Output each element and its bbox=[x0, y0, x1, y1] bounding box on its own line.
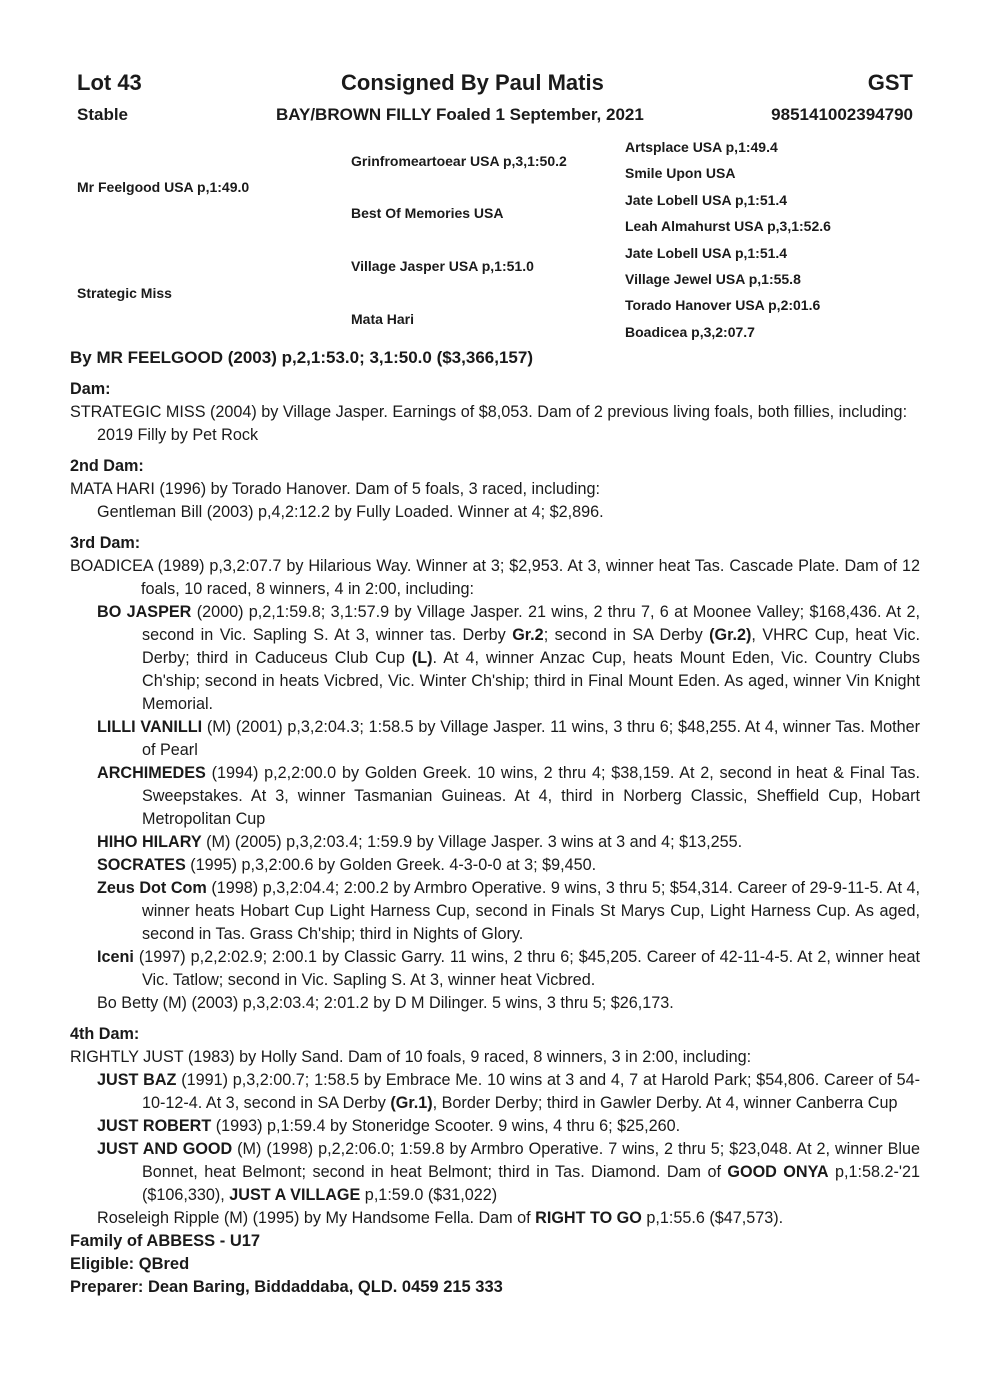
progeny-entry: JUST BAZ (1991) p,3,2:00.7; 1:58.5 by Embrace Me. 10 wins at 3 and 4, 7 at Harold Park; $54,806. Career of 54-10-12-4. At 3, second in SA Derby (Gr.1), Border Derby; third in Gawler Derby. At 4, winner Canberra Cup bbox=[97, 1071, 920, 1112]
pedigree-gen3-1: Artsplace USA p,1:49.4 bbox=[625, 139, 778, 155]
pedigree-gen3-4: Leah Almahurst USA p,3,1:52.6 bbox=[625, 218, 831, 234]
third-dam-heading: 3rd Dam: bbox=[70, 534, 141, 552]
progeny-entry: JUST ROBERT (1993) p,1:59.4 by Stoneridge Scooter. 9 wins, 4 thru 6; $25,260. bbox=[97, 1117, 681, 1135]
progeny-entry: JUST AND GOOD (M) (1998) p,2,2:06.0; 1:59.8 by Armbro Operative. 7 wins, 2 thru 5; $23,048. At 2, winner Blue Bonnet, heat Belmont; second in heat Belmont; third in Tas. Diamond. Dam of GOOD ONYA p,1:58.2-'21 ($106,330), JUST A VILLAGE p,1:59.0 ($31,022) bbox=[97, 1140, 920, 1204]
pedigree-gen3-3: Jate Lobell USA p,1:51.4 bbox=[625, 192, 788, 208]
pedigree-gen3-7: Torado Hanover USA p,2:01.6 bbox=[625, 297, 821, 313]
progeny-entry: SOCRATES (1995) p,3,2:00.6 by Golden Greek. 4-3-0-0 at 3; $9,450. bbox=[97, 856, 597, 874]
catalogue-body bbox=[70, 378, 920, 1299]
dam-paragraph: STRATEGIC MISS (2004) by Village Jasper. Earnings of $8,053. Dam of 2 previous living foals, both fillies, including: bbox=[70, 403, 908, 421]
progeny-name: BO JASPER bbox=[97, 603, 192, 621]
pedigree-sire-sire: Grinfromeartoear USA p,3,1:50.2 bbox=[351, 153, 567, 169]
progeny-entry: Zeus Dot Com (1998) p,3,2:04.4; 2:00.2 by Armbro Operative. 9 wins, 3 thru 5; $54,314. Career of 29-9-11-5. At 4, winner heats Hobart Cup Light Harness Cup, second in Finals St Marys Cup, Light Harness Cup. As aged, second in Tas. Grass Ch'ship; third in Nights of Glory. bbox=[97, 879, 921, 943]
fourth-dam-paragraph: RIGHTLY JUST (1983) by Holly Sand. Dam of 10 foals, 9 raced, 8 winners, 3 in 2:00, including: bbox=[70, 1048, 752, 1066]
dam-foal: 2019 Filly by Pet Rock bbox=[97, 426, 259, 444]
eligible-line: Eligible: QBred bbox=[70, 1255, 190, 1273]
progeny-entry: Roseleigh Ripple (M) (1995) by My Handsome Fella. Dam of RIGHT TO GO p,1:55.6 ($47,573). bbox=[97, 1209, 784, 1227]
pedigree-sire: Mr Feelgood USA p,1:49.0 bbox=[77, 179, 250, 195]
progeny-entry: Iceni (1997) p,2,2:02.9; 2:00.1 by Classic Garry. 11 wins, 2 thru 6; $45,205. Career of 42-11-4-5. At 2, winner heat Vic. Tatlow; second in Vic. Sapling S. At 3, winner heat Vicbred. bbox=[97, 948, 920, 989]
progeny-name: JUST ROBERT bbox=[97, 1117, 212, 1135]
progeny-name: Zeus Dot Com bbox=[97, 879, 207, 897]
sire-summary: By MR FEELGOOD (2003) p,2,1:53.0; 3,1:50.0 ($3,366,157) bbox=[70, 348, 533, 367]
pedigree-dam-sire: Village Jasper USA p,1:51.0 bbox=[351, 258, 534, 274]
progeny-name: JUST AND GOOD bbox=[97, 1140, 233, 1158]
family-line: Family of ABBESS - U17 bbox=[70, 1232, 261, 1250]
pedigree-dam-dam: Mata Hari bbox=[351, 311, 415, 327]
microchip-number: 985141002394790 bbox=[771, 105, 913, 124]
pedigree-gen3-8: Boadicea p,3,2:07.7 bbox=[625, 324, 755, 340]
stable-label: Stable bbox=[77, 105, 129, 124]
progeny-entry: Bo Betty (M) (2003) p,3,2:03.4; 2:01.2 by D M Dilinger. 5 wins, 3 thru 5; $26,173. bbox=[97, 994, 674, 1012]
consignor: Consigned By Paul Matis bbox=[341, 70, 604, 95]
progeny-name: JUST BAZ bbox=[97, 1071, 177, 1089]
second-dam-heading: 2nd Dam: bbox=[70, 457, 144, 475]
progeny-name: SOCRATES bbox=[97, 856, 186, 874]
progeny-entry: LILLI VANILLI (M) (2001) p,3,2:04.3; 1:58.5 by Village Jasper. 11 wins, 3 thru 6; $48,255. At 4, winner Tas. Mother of Pearl bbox=[97, 718, 920, 759]
lot-number: Lot 43 bbox=[77, 70, 142, 95]
progeny-entry: BO JASPER (2000) p,2,1:59.8; 3,1:57.9 by Village Jasper. 21 wins, 2 thru 7, 6 at Moonee Valley; $168,436. At 2, second in Vic. Sapling S. At 3, winner tas. Derby Gr.2; second in SA Derby (Gr.2), VHRC Cup, heat Vic. Derby; third in Caduceus Club Cup (L). At 4, winner Anzac Cup, heats Mount Eden, Vic. Country Clubs Ch'ship; second in heats Vicbred, Vic. Winter Ch'ship; third in Final Mount Eden. As aged, winner Vin Knight Memorial. bbox=[97, 603, 920, 713]
pedigree-gen3-5: Jate Lobell USA p,1:51.4 bbox=[625, 245, 788, 261]
pedigree-sire-dam: Best Of Memories USA bbox=[351, 205, 504, 221]
second-dam-foal: Gentleman Bill (2003) p,4,2:12.2 by Fully Loaded. Winner at 4; $2,896. bbox=[97, 503, 604, 521]
fourth-dam-heading: 4th Dam: bbox=[70, 1025, 140, 1043]
pedigree-gen3-6: Village Jewel USA p,1:55.8 bbox=[625, 271, 801, 287]
progeny-name: LILLI VANILLI bbox=[97, 718, 203, 736]
progeny-entry: HIHO HILARY (M) (2005) p,3,2:03.4; 1:59.9 by Village Jasper. 3 wins at 3 and 4; $13,255. bbox=[97, 833, 743, 851]
horse-description: BAY/BROWN FILLY Foaled 1 September, 2021 bbox=[276, 105, 644, 124]
pedigree-gen3-2: Smile Upon USA bbox=[625, 165, 736, 181]
progeny-name: ARCHIMEDES bbox=[97, 764, 206, 782]
dam-heading: Dam: bbox=[70, 380, 111, 398]
second-dam-paragraph: MATA HARI (1996) by Torado Hanover. Dam of 5 foals, 3 raced, including: bbox=[70, 480, 600, 498]
progeny-entry: ARCHIMEDES (1994) p,2,2:00.0 by Golden Greek. 10 wins, 2 thru 4; $38,159. At 2, second in heat & Final Tas. Sweepstakes. At 3, winner Tasmanian Guineas. At 4, third in Norberg Classic, Sheffield Cup, Hobart Metropolitan Cup bbox=[97, 764, 920, 828]
pedigree-dam: Strategic Miss bbox=[77, 285, 172, 301]
progeny-name: HIHO HILARY bbox=[97, 833, 202, 851]
third-dam-paragraph: BOADICEA (1989) p,3,2:07.7 by Hilarious Way. Winner at 3; $2,953. At 3, winner heat Tas. Cascade Plate. Dam of 12 foals, 10 raced, 8 winners, 4 in 2:00, including: bbox=[70, 557, 920, 598]
gst-label: GST bbox=[867, 70, 913, 95]
preparer-line: Preparer: Dean Baring, Biddaddaba, QLD. 0459 215 333 bbox=[70, 1278, 503, 1296]
progeny-name: Iceni bbox=[97, 948, 134, 966]
